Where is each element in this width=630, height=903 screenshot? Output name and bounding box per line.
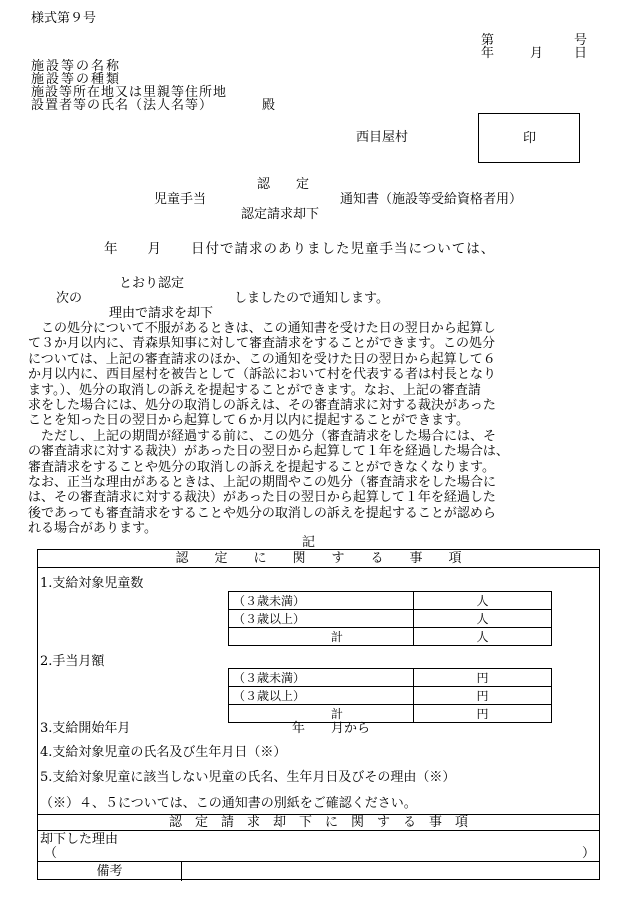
decision-option-approve: とおり認定 <box>119 276 185 291</box>
row-unit: 人 <box>414 628 552 646</box>
rejection-section <box>37 814 600 880</box>
notice-line: この処分について不服があるときは、この通知書を受けた日の翌日から起算し <box>28 321 496 336</box>
notice-line: ます。）、処分の取消しの訴えを提起することができます。なお、上記の審査請 <box>28 382 481 398</box>
facility-type-label: 施設等の種類 <box>31 72 122 87</box>
date-day: 日 <box>574 46 588 61</box>
date-month: 月 <box>530 46 544 61</box>
row-label: （３歳以上） <box>229 687 414 705</box>
notice-line: か月以内に、西目屋村を被告として（訴訟において村を代表する者は村長となり <box>28 367 497 383</box>
row-label: 計 <box>229 628 414 646</box>
table-row <box>229 592 552 610</box>
paren-open: （ <box>44 846 58 861</box>
notice-line: ことを知った日の翌日から起算して６か月以内に提起することができます。 <box>28 413 469 429</box>
doc-number-prefix: 第 <box>481 33 495 48</box>
item-child-count-label: 1.支給対象児童数 <box>40 576 144 591</box>
row-label: 計 <box>229 705 414 723</box>
seal-mark: 印 <box>523 131 537 146</box>
decision-prefix: 次の <box>56 291 83 306</box>
attachment-note: （※）４、５については、この通知書の別紙をご確認ください。 <box>40 796 417 811</box>
item-start-month-value: 年 月から <box>292 721 371 736</box>
operator-name-label: 設置者等の氏名（法人名等） <box>31 98 214 113</box>
paren-close: ） <box>582 846 596 861</box>
title-option-approve: 認 定 <box>257 177 310 192</box>
rejection-reason-label: 却下した理由 <box>40 832 119 847</box>
table-row <box>229 628 552 646</box>
ki-mark: 記 <box>302 535 316 550</box>
notice-line: なお、正当な理由があるときは、上記の期間やこの処分（審査請求をした場合に <box>28 475 497 491</box>
honorific: 殿 <box>262 98 276 113</box>
row-label: （３歳未満） <box>229 669 414 687</box>
table-row <box>229 705 552 723</box>
notice-line: 後であっても審査請求をすることや処分の取消しの訴えを提起することが認めら <box>28 505 496 521</box>
row-unit: 人 <box>414 592 552 610</box>
monthly-amount-table <box>228 668 552 723</box>
notice-line: れる場合があります。 <box>28 521 157 537</box>
decision-suffix: しましたので通知します。 <box>234 291 389 306</box>
notice-line: については、上記の審査請求のほか、この通知を受けた日の翌日から起算して６ <box>28 351 496 367</box>
item-monthly-amount-label: 2.手当月額 <box>40 654 105 669</box>
facility-address-label: 施設等所在地又は里親等住所地 <box>31 85 228 100</box>
title-suffix: 通知書（施設等受給資格者用） <box>340 192 523 207</box>
notice-line: て３か月以内に、青森県知事に対して審査請求をすることができます。この処分 <box>28 336 495 352</box>
intro-line: 年 月 日付で請求のありました児童手当については、 <box>104 241 496 257</box>
remarks-label: 備考 <box>38 862 182 881</box>
approval-header: 認 定 に 関 す る 事 項 <box>38 550 599 568</box>
row-label: （３歳未満） <box>229 592 414 610</box>
notice-line: は、その審査請求に対する裁決）があった日の翌日から起算して１年を経過した <box>28 490 496 506</box>
date-year: 年 <box>481 46 495 61</box>
table-row <box>229 610 552 628</box>
item-child-names-label: 4.支給対象児童の氏名及び生年月日（※） <box>40 745 287 760</box>
title-option-reject: 認定請求却下 <box>241 207 320 222</box>
remarks-field <box>182 862 599 881</box>
row-unit: 人 <box>414 610 552 628</box>
notice-line: 求をした場合には、処分の取消しの訴えは、その審査請求に対する裁決があった <box>28 398 496 414</box>
decision-option-reject: 理由で請求を却下 <box>109 306 214 321</box>
notice-line: の審査請求に対する裁決）があった日の翌日から起算して１年を経過した場合は、 <box>28 444 509 460</box>
row-unit: 円 <box>414 669 552 687</box>
form-number: 様式第９号 <box>31 11 97 26</box>
row-label: （３歳以上） <box>229 610 414 628</box>
facility-name-label: 施設等の名称 <box>31 59 122 74</box>
table-row <box>229 669 552 687</box>
row-unit: 円 <box>414 705 552 723</box>
title-prefix: 児童手当 <box>154 192 207 207</box>
item-start-month-label: 3.支給開始年月 <box>40 721 131 736</box>
notice-line: 審査請求をすることや処分の取消しの訴えを提起することができなくなります。 <box>28 459 495 475</box>
remarks-row <box>38 861 599 881</box>
rejection-header: 認 定 請 求 却 下 に 関 す る 事 項 <box>38 815 599 831</box>
issuer-name: 西目屋村 <box>356 130 409 145</box>
doc-number-suffix: 号 <box>574 33 588 48</box>
child-count-table <box>228 591 552 646</box>
notice-line: ただし、上記の期間が経過する前に、この処分（審査請求をした場合には、そ <box>28 428 497 444</box>
row-unit: 円 <box>414 687 552 705</box>
appeal-notice <box>28 321 602 537</box>
approval-section <box>37 549 600 815</box>
table-row <box>229 687 552 705</box>
item-non-eligible-label: 5.支給対象児童に該当しない児童の氏名、生年月日及びその理由（※） <box>40 770 456 785</box>
seal-box <box>478 113 580 163</box>
